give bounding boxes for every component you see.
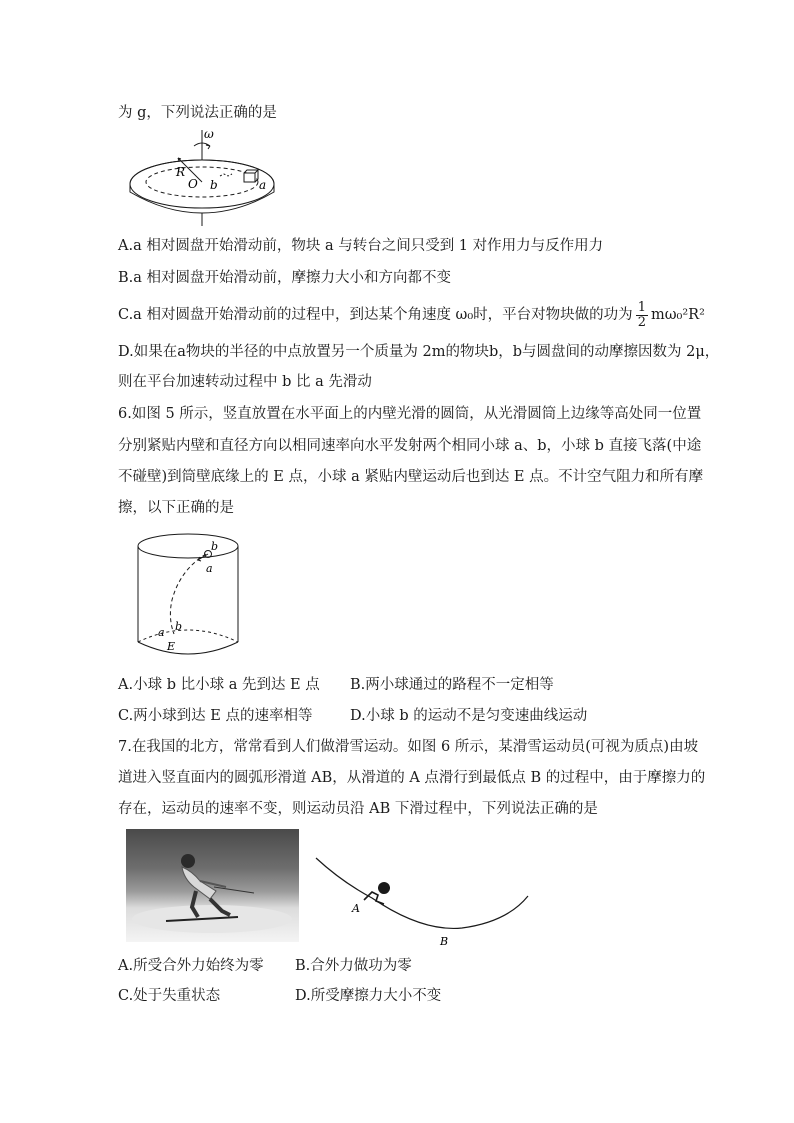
block-b-label: b (210, 178, 218, 192)
q5-option-c (118, 300, 705, 330)
q6-text-line4: 擦，以下正确的是 (118, 500, 234, 516)
ball-a-top-label: a (206, 562, 213, 575)
point-a-label: A (352, 902, 360, 915)
q5-option-c-text: C.a 相对圆盘开始滑动前的过程中，到达某个角速度 ω₀时，平台对物块做的功为 (118, 307, 633, 323)
track-figure (312, 852, 532, 952)
q5-option-a: A.a 相对圆盘开始滑动前，物块 a 与转台之间只受到 1 对作用力与反作用力 (118, 238, 604, 254)
q7-option-c: C.处于失重状态 (118, 988, 221, 1004)
fraction-denominator: 2 (637, 314, 646, 330)
skier-photo (126, 829, 299, 942)
q6-option-d: D.小球 b 的运动不是匀变速曲线运动 (350, 708, 588, 724)
center-label: O (188, 177, 198, 191)
ball-b-bottom-label: b (175, 620, 183, 633)
intro-line: 为 g，下列说法正确的是 (118, 105, 277, 121)
q6-text-line2: 分别紧贴内壁和直径方向以相同速率向水平发射两个相同小球 a、b，小球 b 直接飞落(中途 (118, 438, 702, 454)
q6-text-line3: 不碰壁)到筒壁底缘上的 E 点，小球 a 紧贴内壁运动后也到达 E 点。不计空气阻力和所有摩 (118, 469, 704, 485)
ball-a-bottom-label: a (158, 626, 165, 639)
q7-option-a: A.所受合外力始终为零 (118, 958, 264, 974)
q6-option-b: B.两小球通过的路程不一定相等 (350, 677, 554, 693)
q5-option-d-line1: D.如果在a物块的半径的中点放置另一个质量为 2m的物块b，b与圆盘间的动摩擦因数为 2μ， (118, 344, 720, 360)
q7-text-line3: 存在，运动员的速率不变，则运动员沿 AB 下滑过程中，下列说法正确的是 (118, 801, 598, 817)
q6-option-a: A.小球 b 比小球 a 先到达 E 点 (118, 677, 320, 693)
ball-b-top-label: b (211, 540, 219, 553)
point-e-label: E (167, 640, 176, 653)
q7-option-b: B.合外力做功为零 (295, 958, 412, 974)
cylinder-figure (136, 530, 246, 660)
radius-label: R (176, 165, 186, 179)
q7-text-line2: 道进入竖直面内的圆弧形滑道 AB，从滑道的 A 点滑行到最低点 B 的过程中，由于摩擦力的 (118, 770, 706, 786)
q7-option-d: D.所受摩擦力大小不变 (295, 988, 442, 1004)
fraction (636, 301, 648, 330)
q5-option-d-line2: 则在平台加速转动过程中 b 比 a 先滑动 (118, 374, 372, 390)
q7-text-line1: 7.在我国的北方，常常看到人们做滑雪运动。如图 6 所示，某滑雪运动员(可视为质点)由坡 (118, 739, 699, 755)
q5-option-b: B.a 相对圆盘开始滑动前，摩擦力大小和方向都不变 (118, 270, 452, 286)
q6-text-line1: 6.如图 5 所示，竖直放置在水平面上的内壁光滑的圆筒，从光滑圆筒上边缘等高处同一位置 (118, 406, 702, 422)
rotating-disk-figure (126, 126, 276, 230)
point-b-label: B (440, 935, 449, 948)
omega-label: ω (204, 127, 214, 141)
block-a-label: a (259, 178, 267, 192)
q5-option-c-tail: mω₀²R² (650, 307, 705, 323)
fraction-numerator: 1 (637, 299, 646, 315)
q6-option-c: C.两小球到达 E 点的速率相等 (118, 708, 313, 724)
